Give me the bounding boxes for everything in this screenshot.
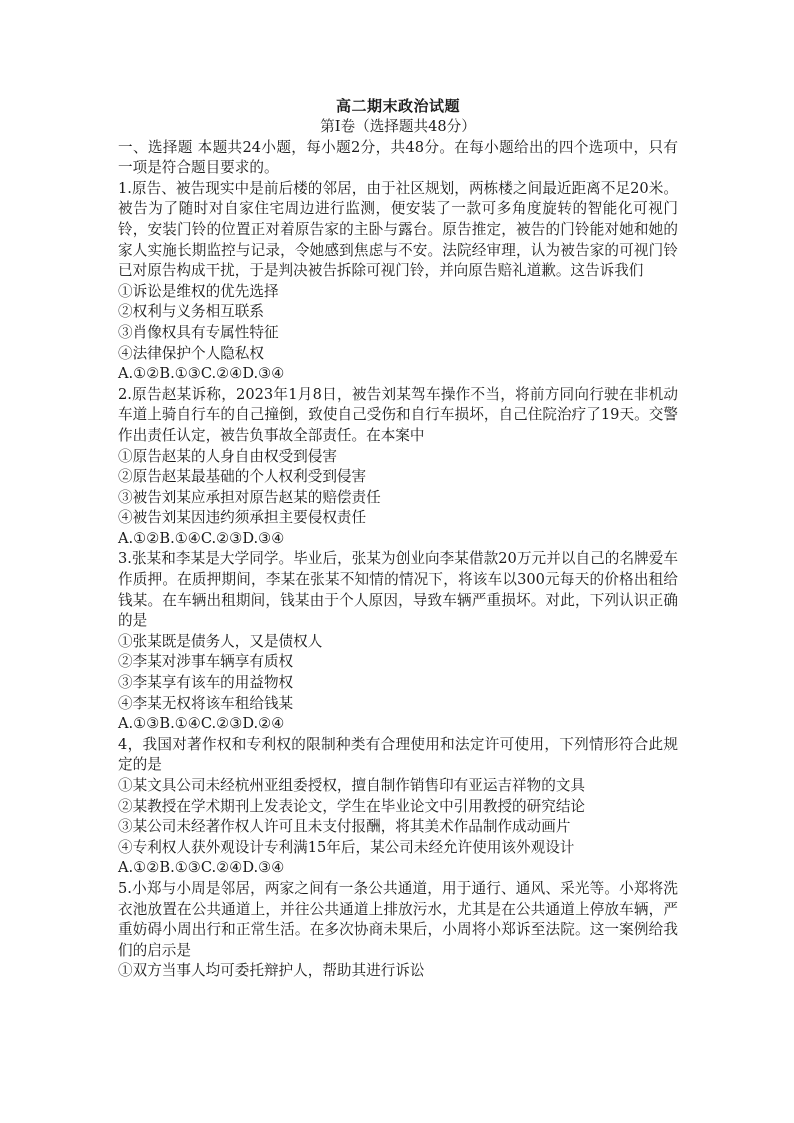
statement-item: ①双方当事人均可委托辩护人，帮助其进行诉讼 bbox=[118, 962, 425, 980]
question-stem: 4，我国对著作权和专利权的限制种类有合理使用和法定许可使用，下列情形符合此规定的是 bbox=[118, 735, 678, 774]
statement-item: ③李某享有该车的用益物权 bbox=[118, 674, 294, 692]
document-content bbox=[118, 96, 678, 982]
statement-item: ②某教授在学术期刊上发表论文，学生在毕业论文中引用教授的研究结论 bbox=[118, 797, 586, 815]
question-3 bbox=[118, 549, 678, 734]
question-stem: 5.小郑与小周是邻居，两家之间有一条公共通道，用于通行、通风、采光等。小郑将洗衣池放置在公共通道上，并往公共通道上排放污水，尤其是在公共通道上停放车辆，严重妨碍小周出行和正常生活。在多次协商未果后，小周将小郑诉至法院。这一案例给我们的启示是 bbox=[118, 879, 678, 959]
statement-item: ①原告赵某的人身自由权受到侵害 bbox=[118, 447, 337, 465]
statement-item: ①诉讼是维权的优先选择 bbox=[118, 282, 279, 300]
section-subtitle: 第Ⅰ卷（选择题共48分） bbox=[320, 118, 476, 135]
statement-item: ④被告刘某因违约须承担主要侵权责任 bbox=[118, 509, 367, 527]
question-1 bbox=[118, 179, 678, 385]
question-stem: 1.原告、被告现实中是前后楼的邻居，由于社区规划，两栋楼之间最近距离不足20米。被告为了随时对自家住宅周边进行监测，便安装了一款可多角度旋转的智能化可视门铃，安装门铃的位置正对着原告家的主卧与露台。原告推定，被告的门铃能对她和她的家人实施长期监控与记录，令她感到焦虑与不安。法院经审理，认为被告家的可视门铃已对原告构成干扰，于是判决被告拆除可视门铃，并向原告赔礼道歉。这告诉我们 bbox=[118, 179, 678, 280]
statement-item: ②李某对涉事车辆享有质权 bbox=[118, 653, 294, 671]
exam-title: 高二期末政治试题 bbox=[335, 97, 460, 115]
statement-item: ③被告刘某应承担对原告赵某的赔偿责任 bbox=[118, 488, 381, 506]
question-5 bbox=[118, 879, 678, 982]
question-4 bbox=[118, 735, 678, 879]
answer-choices: A.①②B.①④C.②③D.③④ bbox=[118, 529, 285, 547]
question-stem: 3.张某和李某是大学同学。毕业后，张某为创业向李某借款20万元并以自己的名牌爱车作质押。在质押期间，李某在张某不知情的情况下，将该车以300元每天的价格出租给钱某。在车辆出租期间，钱某由于个人原因，导致车辆严重损坏。对此，下列认识正确的是 bbox=[118, 550, 678, 630]
statement-item: ④专利权人获外观设计专利满15年后，某公司未经允许使用该外观设计 bbox=[118, 838, 575, 856]
statement-item: ③某公司未经著作权人许可且未支付报酬，将其美术作品制作成动画片 bbox=[118, 818, 571, 836]
statement-item: ②原告赵某最基础的个人权利受到侵害 bbox=[118, 468, 367, 486]
statement-item: ①张某既是债务人，又是债权人 bbox=[118, 632, 323, 650]
statement-item: ①某文具公司未经杭州亚组委授权，擅自制作销售印有亚运吉祥物的文具 bbox=[118, 777, 586, 794]
statement-item: ④法律保护个人隐私权 bbox=[118, 344, 264, 362]
answer-choices: A.①③B.①④C.②③D.②④ bbox=[118, 715, 285, 733]
answer-choices: A.①②B.①③C.②④D.③④ bbox=[118, 365, 285, 383]
statement-item: ②权利与义务相互联系 bbox=[118, 303, 264, 321]
instructions: 一、选择题 本题共24小题，每小题2分，共48分。在每小题给出的四个选项中，只有一项是符合题目要求的。 bbox=[118, 138, 678, 177]
question-stem: 2.原告赵某诉称，2023年1月8日，被告刘某驾车操作不当，将前方同向行驶在非机动车道上骑自行车的自己撞倒，致使自己受伤和自行车损坏，自己住院治疗了19天。交警作出责任认定，被告负事故全部责任。在本案中 bbox=[118, 385, 678, 444]
statement-item: ④李某无权将该车租给钱某 bbox=[118, 694, 294, 712]
question-2 bbox=[118, 385, 678, 550]
statement-item: ③肖像权具有专属性特征 bbox=[118, 323, 279, 341]
answer-choices: A.①②B.①③C.②④D.③④ bbox=[118, 859, 285, 877]
